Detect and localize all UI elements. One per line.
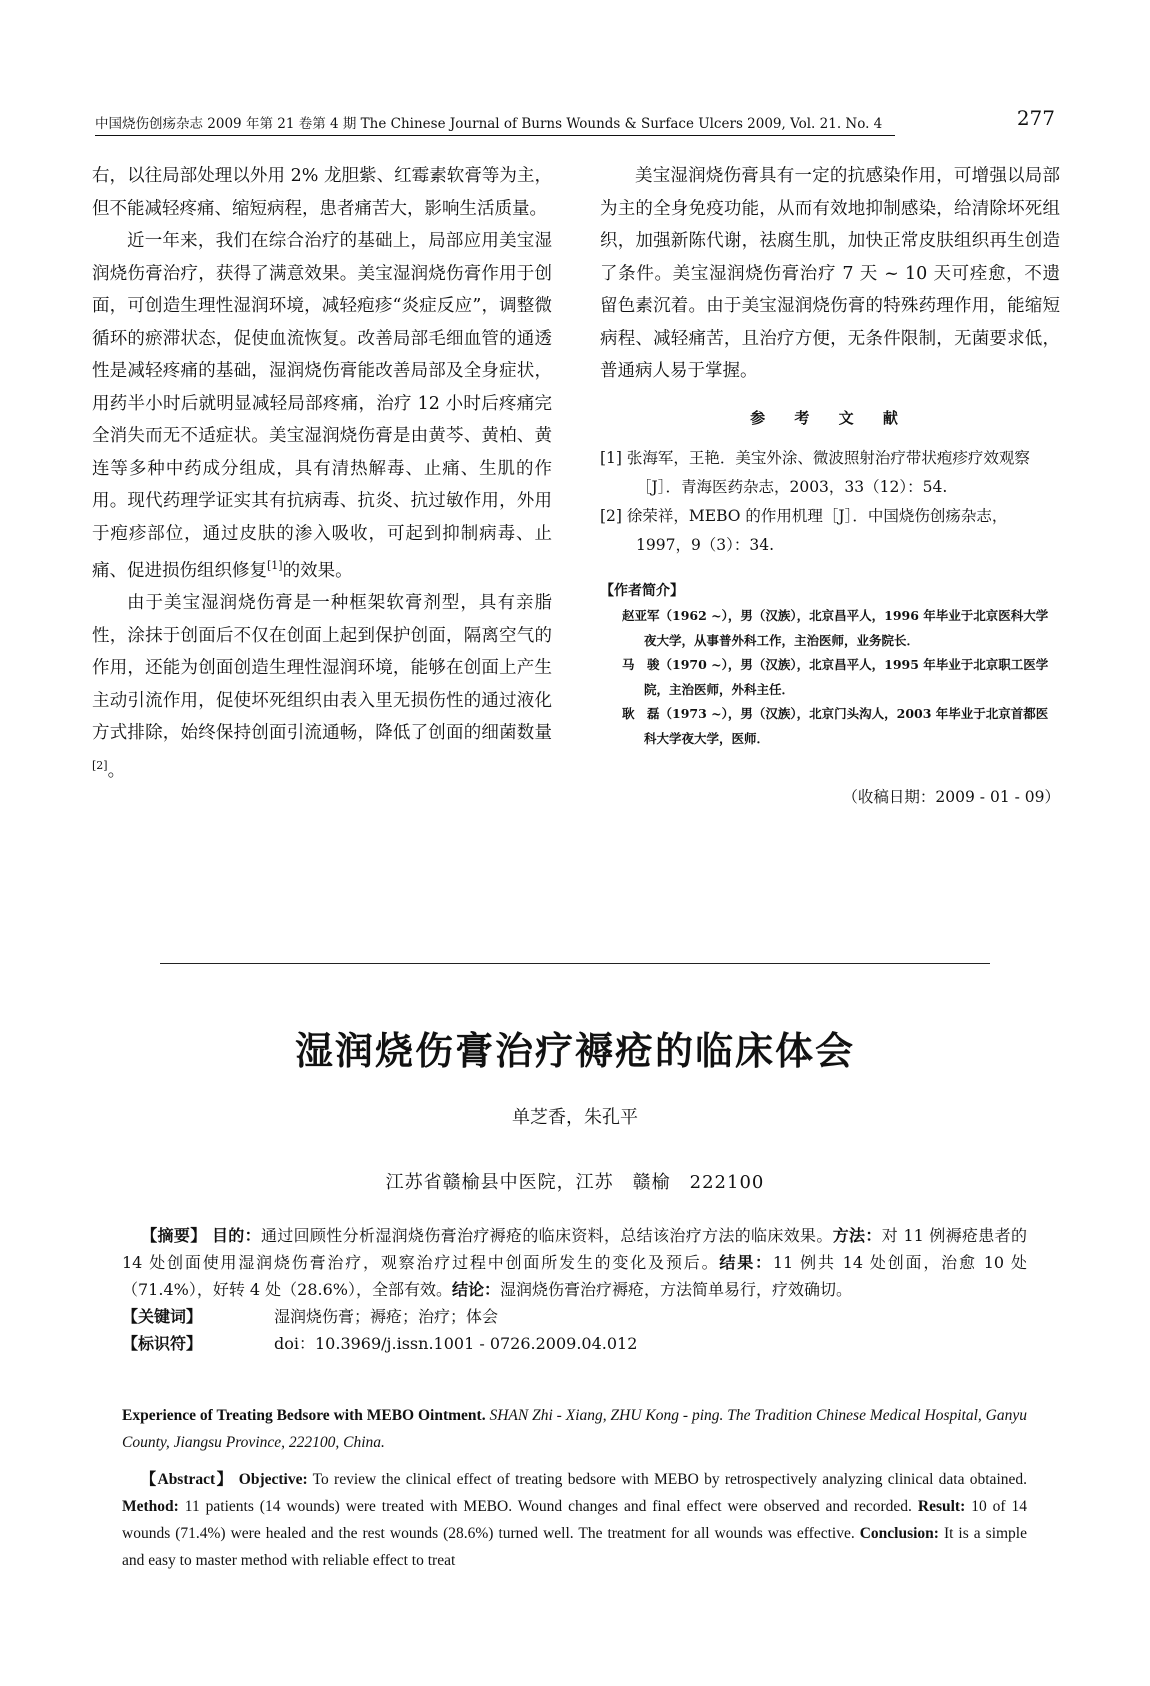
keywords-row (122, 1303, 1027, 1330)
english-title: Experience of Treating Bedsore with MEBO Ointment. (122, 1407, 486, 1424)
english-objective-label: Objective: (233, 1471, 308, 1488)
english-objective-text: To review the clinical effect of treating bedsore with MEBO by retrospectively analyzing clinical data obtained. (307, 1471, 1028, 1488)
reference-item: [1] 张海军，王艳．美宝外涂、微波照射治疗带状疱疹疗效观察［J］．青海医药杂志，2003，33（12）：54. (600, 449, 1030, 496)
right-column (600, 160, 1060, 814)
method-label: 方法： (832, 1226, 882, 1245)
english-result-text: 10 of 14 wounds (71.4%) were healed and the rest wounds (28.6%) turned well. The treatment for all wounds was effective. (122, 1498, 1028, 1542)
author-intro-item: 赵亚军（1962 ~），男（汉族），北京昌平人，1996 年毕业于北京医科大学夜大学，从事普外科工作，主治医师，业务院长． (622, 608, 1049, 648)
english-conclusion-label: Conclusion: (854, 1525, 939, 1542)
citation-marker: [2] (92, 758, 108, 772)
article-affiliation: 江苏省赣榆县中医院，江苏 赣榆 222100 (385, 1172, 765, 1193)
english-method-text: 11 patients (14 wounds) were treated with MEBO. Wound changes and final effect were observed and recorded. (178, 1498, 912, 1515)
paragraph: 美宝湿润烧伤膏具有一定的抗感染作用，可增强以局部为主的全身免疫功能，从而有效地抑制感染，给清除坏死组织，加强新陈代谢，祛腐生肌，加快正常皮肤组织再生创造了条件。美宝湿润烧伤膏治疗 7 天 ~ 10 天可痊愈，不遗留色素沉着。由于美宝湿润烧伤膏的特殊药理作用，能缩短病程、减轻痛苦，且治疗方便，无条件限制，无菌要求低，普通病人易于掌握。 (600, 166, 1060, 381)
result-label: 结果： (719, 1253, 773, 1272)
method-text: 对 11 例褥疮患者的 14 处创面使用湿润烧伤膏治疗，观察治疗过程中创面所发生的变化及预后。 (122, 1226, 1027, 1272)
keywords-text: 湿润烧伤膏；褥疮；治疗；体会 (274, 1307, 499, 1326)
abstract-label: 【摘要】 (141, 1226, 207, 1245)
conclusion-label: 结论： (452, 1280, 501, 1299)
identifier-label: 【标识符】 (122, 1334, 203, 1353)
article-divider (160, 963, 990, 964)
paragraph-text: 近一年来，我们在综合治疗的基础上，局部应用美宝湿润烧伤膏治疗，获得了满意效果。美宝湿润烧伤膏作用于创面，可创造生理性湿润环境，减轻疱疹“炎症反应”，调整微循环的瘀滞状态，促使血流恢复。改善局部毛细血管的通透性是减轻疼痛的基础，湿润烧伤膏能改善局部及全身症状，用药半小时后就明显减轻局部疼痛，治疗 12 小时后疼痛完全消失而无不适症状。美宝湿润烧伤膏是由黄芩、黄柏、黄连等多种中药成分组成，具有清热解毒、止痛、生肌的作用。现代药理学证实其有抗病毒、抗炎、抗过敏作用，外用于疱疹部位，通过皮肤的渗入吸收，可起到抑制病毒、止痛、促进损伤组织修复 (92, 231, 552, 581)
references-heading: 参 考 文 献 (750, 408, 910, 427)
result-text: 11 例共 14 处创面，治愈 10 处（71.4%），好转 4 处（28.6%），全部有效。 (122, 1253, 1027, 1299)
paragraph (92, 225, 552, 587)
identifier-row (122, 1330, 1027, 1357)
page-number: 277 (1016, 106, 1055, 130)
objective-label: 目的： (211, 1226, 261, 1245)
abstract-paragraph (122, 1222, 1027, 1303)
paragraph: 右，以往局部处理以外用 2% 龙胆紫、红霉素软膏等为主，但不能减轻疼痛、缩短病程，患者痛苦大，影响生活质量。 (92, 166, 552, 219)
author-intro-heading: 【作者简介】 (600, 583, 684, 599)
english-authors: SHAN Zhi - Xiang, ZHU Kong - ping. The Tradition Chinese Medical Hospital, Ganyu County, Jiangsu Province, 222100, China. (122, 1407, 1027, 1451)
conclusion-text: 湿润烧伤膏治疗褥疮，方法简单易行，疗效确切。 (500, 1280, 853, 1299)
running-header (95, 106, 1055, 136)
paragraph-text: 由于美宝湿润烧伤膏是一种框架软膏剂型，具有亲脂性，涂抹于创面后不仅在创面上起到保护创面，隔离空气的作用，还能为创面创造生理性湿润环境，能够在创面上产生主动引流作用，促使坏死组织由表入里无损伤性的通过液化方式排除，始终保持创面引流通畅，降低了创面的细菌数量 (92, 593, 552, 744)
received-date: （收稿日期：2009 - 01 - 09） (842, 788, 1060, 806)
header-rule (95, 135, 895, 136)
english-result-label: Result: (911, 1498, 966, 1515)
reference-item: [2] 徐荣祥，MEBO 的作用机理［J］．中国烧伤创疡杂志，1997，9（3）：34. (600, 507, 1008, 554)
doi-text: doi：10.3969/j.issn.1001 - 0726.2009.04.012 (274, 1334, 638, 1353)
paragraph (92, 587, 552, 787)
english-abstract-label: 【Abstract】 (140, 1471, 234, 1488)
english-conclusion-text: It is a simple and easy to master method with reliable effect to treat (122, 1525, 1027, 1569)
chinese-abstract (122, 1222, 1027, 1357)
author-intro-item: 马 骏（1970 ~），男（汉族），北京昌平人，1995 年毕业于北京职工医学院，主治医师，外科主任． (622, 657, 1049, 697)
english-method-label: Method: (122, 1498, 179, 1515)
objective-text: 通过回顾性分析湿润烧伤膏治疗褥疮的临床资料，总结该治疗方法的临床效果。 (260, 1226, 833, 1245)
author-intro-item: 耿 磊（1973 ~），男（汉族），北京门头沟人，2003 年毕业于北京首都医科大学夜大学，医师． (622, 706, 1049, 746)
paragraph-text: 。 (107, 760, 126, 781)
left-column (92, 160, 552, 787)
paragraph-text: 的效果。 (282, 560, 353, 581)
english-heading (122, 1402, 1027, 1456)
citation-marker: [1] (267, 559, 283, 572)
running-head-text: 中国烧伤创疡杂志 2009 年第 21 卷第 4 期 The Chinese Journal of Burns Wounds & Surface Ulcers 2009, Vol. 21. No. 4 (95, 116, 883, 132)
keywords-label: 【关键词】 (122, 1307, 203, 1326)
english-abstract (122, 1402, 1027, 1574)
article-authors: 单芝香，朱孔平 (512, 1107, 638, 1128)
english-abstract-paragraph (122, 1466, 1027, 1574)
article-title: 湿润烧伤膏治疗褥疮的临床体会 (294, 1029, 855, 1073)
